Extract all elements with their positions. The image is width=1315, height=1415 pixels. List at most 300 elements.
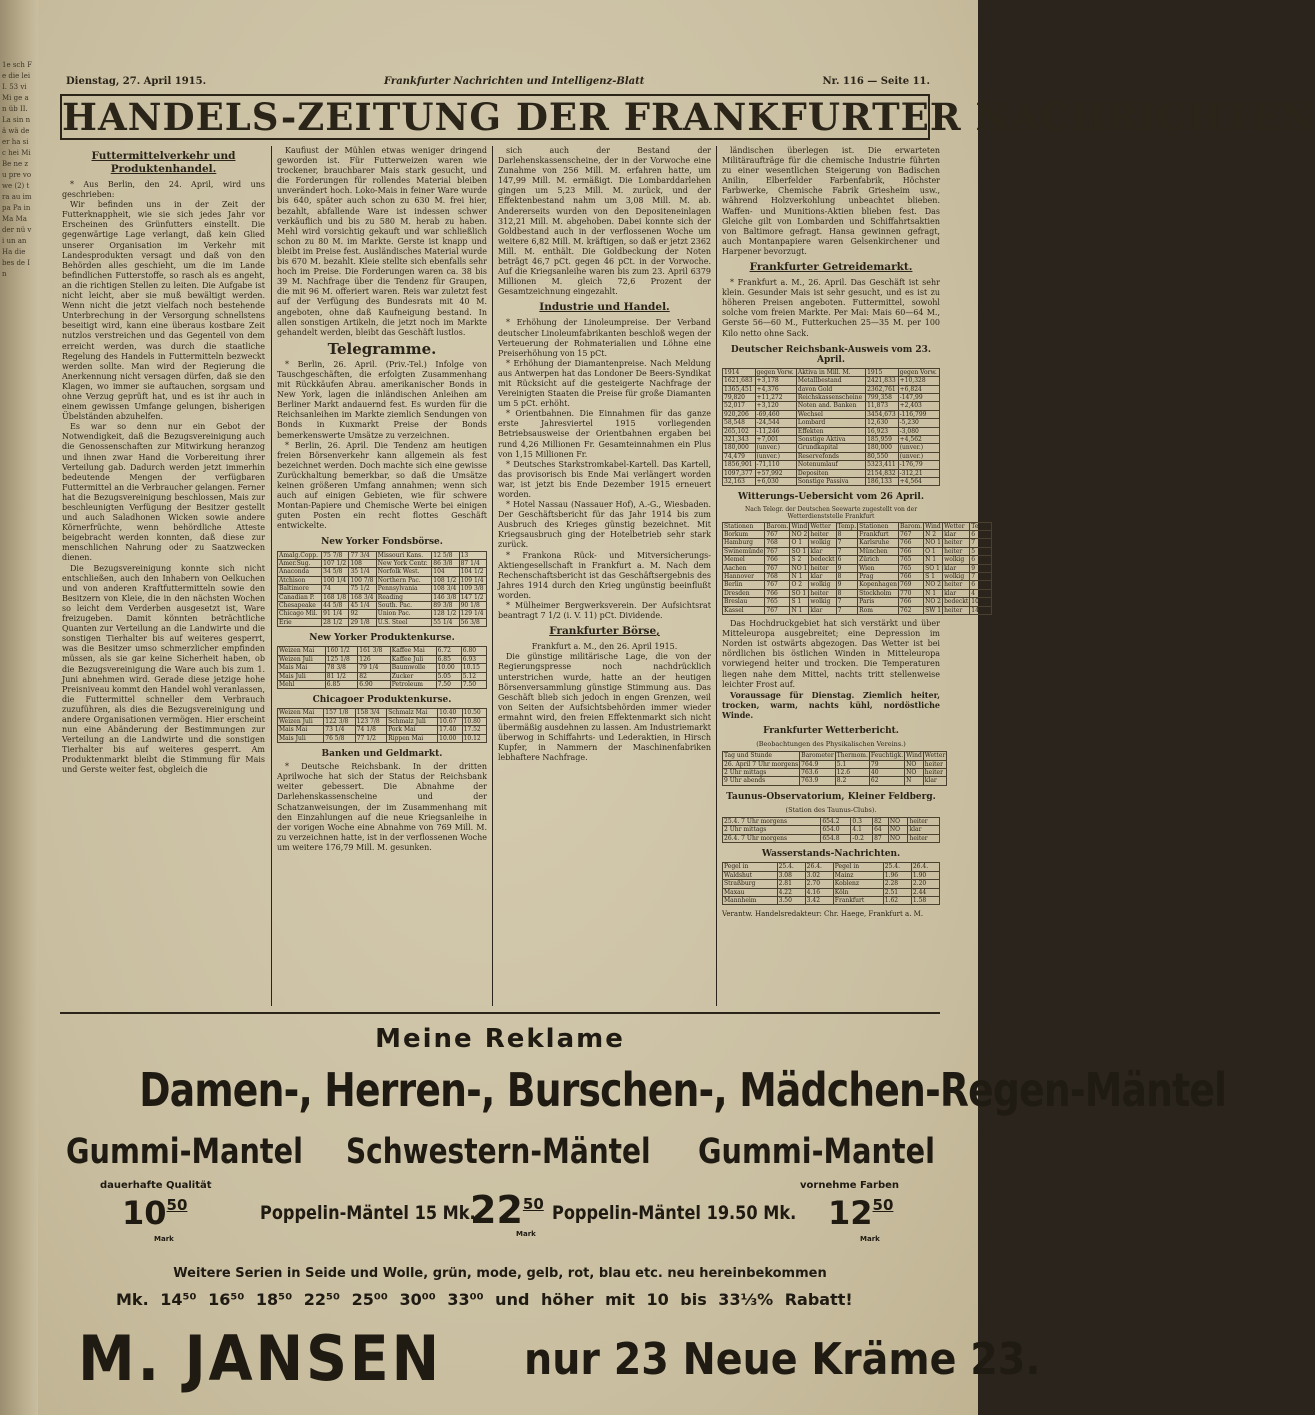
table-cell: Hannover xyxy=(723,573,765,581)
verantwortlich: Verantw. Handelsredakteur: Chr. Haege, Frankfurt a. M. xyxy=(722,910,924,919)
table-cell: Atchison xyxy=(278,576,322,584)
table-cell: 79 xyxy=(869,760,904,768)
table-cell: NO 2 xyxy=(925,598,941,606)
table-cell: NO xyxy=(888,826,908,834)
table-cell: klar xyxy=(908,826,940,834)
table-cell: 767 xyxy=(765,564,790,572)
table-cell: Noten and. Banken xyxy=(796,402,865,410)
table-cell: 321,343 xyxy=(723,436,756,444)
table-row xyxy=(278,551,487,559)
table-cell: 100 7/8 xyxy=(349,576,376,584)
table-cell: 10 xyxy=(970,598,992,606)
table-cell: +3,178 xyxy=(755,377,796,385)
table-cell: 767 xyxy=(899,530,924,538)
table-cell: wolkig xyxy=(809,581,836,589)
table-cell: 8.2 xyxy=(835,777,869,785)
table-cell: NO 1 xyxy=(925,539,941,547)
masthead: HANDELS-ZEITUNG DER FRANKFURTER NACHRICHTEN xyxy=(62,95,1315,139)
table-cell: Rom xyxy=(858,606,899,614)
table-cell: 25.4. 7 Uhr morgens xyxy=(723,817,821,825)
table-row xyxy=(723,777,947,785)
table-cell: 104 1/2 xyxy=(459,568,486,576)
table-cell: München xyxy=(858,547,899,555)
table-cell: 7 xyxy=(970,573,992,581)
table-cell: 1.62 xyxy=(883,896,911,904)
table-row xyxy=(723,368,940,376)
table-cell: Borkum xyxy=(723,530,765,538)
table-cell: -3,080 xyxy=(898,427,939,435)
table-cell: 17.40 xyxy=(438,726,462,734)
table-row xyxy=(723,589,992,597)
ad-firm-name: M. JANSEN xyxy=(78,1322,443,1395)
table-cell: 2154,832 xyxy=(866,469,899,477)
table-cell: 2.20 xyxy=(911,880,939,888)
table-cell: NO xyxy=(888,817,908,825)
wasserstand-table xyxy=(722,862,940,905)
table-cell: 6 xyxy=(836,556,858,564)
table-cell: SO 1 xyxy=(924,564,943,572)
table-cell: Mannheim xyxy=(723,896,778,904)
table-cell: 2.28 xyxy=(883,880,911,888)
section-title-banken: Banken und Geldmarkt. xyxy=(321,749,443,760)
table-cell: Stockholm xyxy=(858,589,899,597)
table-cell: 108 3/4 xyxy=(432,585,459,593)
table-cell: 75 1/2 xyxy=(349,585,376,593)
table-cell: 44 5/8 xyxy=(322,602,349,610)
table-cell: N 1 xyxy=(790,573,809,581)
table-row xyxy=(723,461,940,469)
table-row xyxy=(723,539,992,547)
article-title: Futtermittelverkehr und Produktenhandel. xyxy=(91,150,236,175)
table-cell: 28 1/2 xyxy=(322,618,349,626)
table-cell: 6 xyxy=(970,530,992,538)
table-cell: Reading xyxy=(376,593,432,601)
table-cell: Baltimore xyxy=(278,585,322,593)
table-cell: 109 1/4 xyxy=(459,576,486,584)
table-cell: 768 xyxy=(765,539,790,547)
table-cell: Rippen Mai xyxy=(387,734,438,742)
ad-left-price: $10^{50}$ xyxy=(122,1194,188,1232)
table-cell: 40 xyxy=(869,768,904,776)
table-cell: S 1 xyxy=(790,598,809,606)
table-cell: 10.00 xyxy=(436,664,461,672)
paragraph: * Deutsches Starkstromkabel-Kartell. Das Kartell, das provisorisch bis Ende Mai verlängert worden war, ist jetzt bis Ende Dezember 1915 erneuert worden. xyxy=(498,459,711,499)
table-cell: -71,110 xyxy=(755,461,796,469)
table-cell: 108 1/2 xyxy=(432,576,459,584)
witterung-table xyxy=(722,522,992,615)
table-row xyxy=(723,410,940,418)
table-cell: 1856,901 xyxy=(723,461,756,469)
table-cell: 654.2 xyxy=(821,817,851,825)
table-cell: NO xyxy=(905,760,924,768)
table-cell: Breslau xyxy=(723,598,765,606)
table-cell: (unver.) xyxy=(755,452,796,460)
table-cell: Wetter xyxy=(924,752,946,760)
table-cell: 82 xyxy=(358,672,390,680)
table-cell: Swinemünde xyxy=(724,547,764,555)
table-cell: 763.9 xyxy=(800,777,836,785)
table-cell: 2362,761 xyxy=(866,385,899,393)
table-row xyxy=(278,576,487,584)
table-title-ny-fonds: New Yorker Fondsbörse. xyxy=(321,537,443,548)
paragraph: * Berlin, 26. April. (Priv.-Tel.) Infolge von Tauschgeschäften, die erfolgten Zusammenhang mit Rückkäufen Abrau. amerikanischer Bonds in New York, lagen die inländischen Anleihen am Berliner Markt andauernd fest. Es wurden für die Reichsanleihen im Markte ziemlich Sendungen von Bonds in Kuxmarkt Preise der Bonds bemerkenswerte Umsätze zu verzeichnen. xyxy=(277,359,487,440)
table-cell: 12 5/8 xyxy=(432,551,459,559)
table-cell: Norfolk West. xyxy=(376,568,432,576)
table-cell: +3,120 xyxy=(755,402,796,410)
table-cell: Straßburg xyxy=(723,880,778,888)
table-cell: (unver.) xyxy=(755,444,796,452)
ad-popelin-15: Poppelin-Mäntel 15 Mk. xyxy=(260,1202,476,1224)
table-cell: Stationen xyxy=(858,522,899,530)
table-cell: 26. April 7 Uhr morgens xyxy=(724,760,799,768)
table-cell: 11,873 xyxy=(866,402,899,410)
column-rule xyxy=(271,146,272,1006)
table-cell: 9 xyxy=(836,581,858,589)
table-cell: 52,017 xyxy=(723,402,756,410)
ad-address: nur 23 Neue Kräme 23. xyxy=(524,1334,1041,1385)
table-cell: 766 xyxy=(765,556,790,564)
table-row xyxy=(723,436,940,444)
paragraph: Die günstige militärische Lage, die von der Regierungspresse noch nachdrücklich unterstrichen wurde, hatte an der heutigen Börsenversammlung günstige Stimmung aus. Das Geschäft blieb sich jedoch in engen Grenzen, weil von Seiten der Aufsichtsbehörden immer wieder ermahnt wird, den freien Effektenmarkt sich nicht übermäßig ausdehnen zu lassen. Am Industriemarkt überwog in Schiffahrts- und Lederaktien, in Hirsch Kupfer, in Nammern der Maschinenfabriken lebhaftere Nachfrage. xyxy=(498,652,711,763)
table-cell: 1.90 xyxy=(911,871,939,879)
table-cell: 25.4. xyxy=(883,863,911,871)
table-cell: NO xyxy=(888,834,908,842)
table-cell: S 1 xyxy=(924,573,943,581)
table-cell: 10.50 xyxy=(462,709,486,717)
table-row xyxy=(723,452,940,460)
table-cell: 5.1 xyxy=(835,760,869,768)
table-cell: 766 xyxy=(899,598,924,606)
table-cell: Zucker xyxy=(390,672,436,680)
ad-price-line: Mk. 14⁵⁰ 16⁵⁰ 18⁵⁰ 22⁵⁰ 25⁰⁰ 30⁰⁰ 33⁰⁰ und höher mit 10 bis 33⅓% Rabatt! xyxy=(116,1290,853,1309)
ny-fonds-table xyxy=(277,551,487,628)
table-cell: 766 xyxy=(899,573,924,581)
table-cell: Amalg.Copp. xyxy=(278,551,322,559)
column-telegramme xyxy=(277,146,487,1008)
table-cell: Feuchtigk. xyxy=(870,752,904,760)
table-cell: 104 xyxy=(432,568,459,576)
table-cell: New York Centr. xyxy=(376,559,432,567)
table-cell: 3.42 xyxy=(805,896,833,904)
table-cell: 12.6 xyxy=(835,768,869,776)
table-cell: 160 1/2 xyxy=(325,647,357,655)
table-cell: 767 xyxy=(765,581,790,589)
table-cell: Effekten xyxy=(796,427,865,435)
table-cell: Mais Juli xyxy=(278,734,324,742)
table-cell: 81 1/2 xyxy=(325,672,357,680)
ad-center-head: Schwestern-Mäntel xyxy=(346,1132,651,1172)
table-cell: 126 xyxy=(358,655,390,663)
table-cell: heiter xyxy=(943,581,970,589)
table-cell: 2.51 xyxy=(883,888,911,896)
table-cell: Petroleum xyxy=(390,680,436,688)
table-cell: Tag und Stunde xyxy=(723,752,800,760)
table-cell: 766 xyxy=(899,547,924,555)
table-cell: Sonstige Aktiva xyxy=(796,436,865,444)
table-cell: Weizen Mai xyxy=(278,709,324,717)
table-cell: 920,206 xyxy=(723,410,756,418)
table-cell: 5 xyxy=(970,547,992,555)
table-cell: Pegel in xyxy=(833,863,883,871)
paragraph: Kaufiust der Mühlen etwas weniger dringend geworden ist. Für Futterweizen waren wie trockener, brauchbarer Mais stark gesucht, und die Forderungen für rollendes Material bleiben unverändert hoch. Loko-Mais in feiner Ware wurde bis 640, später auch schon zu 630 M. frei hier, bezahlt, abfallende Ware ist indessen schwer verkäuflich und bis zu 580 M. herab zu haben. Mehl wird vorsichtig gekauft und war schließlich schon zu 80 M. im Markte. Gerste ist knapp und bleibt im Preise fest. Ausländisches Material wurde bis 670 M. bezahlt. Kleie stellte sich ebenfalls sehr hoch im Preise. Die Forderungen waren ca. 38 bis 39 M. Nachfrage über die Tendenz für Graupen, die mit 96 M. offeriert waren. Reis war zuletzt fest auf der Verfügung des Bundesrats mit 40 M. angeboten, ohne daß Kaufneigung bestand. In allen sonstigen Artikeln, die jetzt noch im Markte gehandelt werden, bleibt das Geschäft lustlos. xyxy=(277,146,487,337)
table-cell: O 1 xyxy=(790,539,809,547)
table-cell: 107 1/2 xyxy=(322,559,349,567)
table-cell: Köln xyxy=(833,888,883,896)
table-cell: Reservefonds xyxy=(796,452,865,460)
table-row xyxy=(723,394,940,402)
table-cell: heiter xyxy=(943,539,970,547)
table-cell: +4,562 xyxy=(898,436,939,444)
table-cell: SO 1 xyxy=(790,547,809,555)
table-cell: heiter xyxy=(809,564,836,572)
table-row xyxy=(278,734,487,742)
table-row xyxy=(278,568,487,576)
table-cell: N 1 xyxy=(924,589,943,597)
table-row xyxy=(723,377,940,385)
table-cell: Thermom. xyxy=(836,752,868,760)
table-row xyxy=(278,655,487,663)
table-cell: 762 xyxy=(899,606,924,614)
table-cell: 45 1/4 xyxy=(349,602,376,610)
table-cell: 158 3/4 xyxy=(355,709,386,717)
ad-left-unit: Mark xyxy=(154,1235,174,1243)
paragraph: * Aus Berlin, den 24. April, wird uns geschrieben: xyxy=(62,180,265,200)
table-cell: 14 xyxy=(970,606,992,614)
table-cell: 128 1/2 xyxy=(432,610,459,618)
table-cell: -312,21 xyxy=(898,469,939,477)
witterung-sub: Nach Telegr. der Deutschen Seewarte zugestellt von der Wetterdienststelle Frankfurt xyxy=(744,505,918,520)
table-cell: +11,272 xyxy=(755,394,796,402)
table-cell: 77 1/2 xyxy=(355,734,386,742)
table-row xyxy=(723,478,940,486)
table-cell: 654.0 xyxy=(821,826,851,834)
table-cell: Wien xyxy=(858,564,899,572)
table-cell: O 2 xyxy=(790,581,809,589)
table-cell: 25.4. xyxy=(777,863,805,871)
table-cell: Grundkapital xyxy=(796,444,865,452)
table-cell: Anaconda xyxy=(278,568,322,576)
ad-headline: Damen-, Herren-, Burschen-, Mädchen-Regen-Mäntel xyxy=(139,1063,1227,1117)
table-cell: Aktiva in Mill. M. xyxy=(796,368,865,376)
table-row xyxy=(278,709,487,717)
table-cell: 10.15 xyxy=(461,664,486,672)
table-cell: 87 xyxy=(873,834,889,842)
table-cell: heiter xyxy=(908,834,940,842)
table-cell: 76 5/8 xyxy=(324,734,355,742)
table-cell: 4.22 xyxy=(777,888,805,896)
table-cell: 89 3/8 xyxy=(432,602,459,610)
table-cell: 91 1/4 xyxy=(322,610,349,618)
ad-right-head: Gummi-Mantel xyxy=(698,1132,935,1172)
table-cell: Temp. xyxy=(971,522,990,530)
paragraph: * Erhöhung der Linoleumpreise. Der Verband deutscher Linoleumfabrikanten beschloß wegen der Verteuerung der Rohmaterialien und Löhne eine Preiserhöhung von 15 pCt. xyxy=(498,318,711,358)
column-rule xyxy=(716,146,717,1006)
table-cell: U.S. Steel xyxy=(376,618,432,626)
table-cell: gegen Vorw. xyxy=(898,368,939,376)
table-row xyxy=(723,444,940,452)
column-futtermittel xyxy=(62,146,265,1008)
ad-right-unit: Mark xyxy=(860,1235,880,1243)
table-row xyxy=(723,817,940,825)
table-title-frankfurt-wetter: Frankfurter Wetterbericht. xyxy=(763,725,899,736)
table-cell: +4,376 xyxy=(755,385,796,393)
table-cell: 3.08 xyxy=(777,871,805,879)
ad-top-rule xyxy=(60,1012,940,1014)
table-cell: Kaffee Mai xyxy=(390,647,436,655)
table-cell: klar xyxy=(809,573,836,581)
table-cell: Amer.Sug. xyxy=(278,559,322,567)
section-title-telegramme: Telegramme. xyxy=(327,339,437,358)
table-row xyxy=(278,593,487,601)
reichsbank-table xyxy=(722,368,940,487)
table-row xyxy=(723,522,992,530)
table-cell: 765 xyxy=(899,564,924,572)
table-cell: 766 xyxy=(765,589,790,597)
table-row xyxy=(723,606,992,614)
dateline xyxy=(66,76,930,94)
ad-left-head: Gummi-Mantel xyxy=(66,1132,303,1172)
table-cell: 1915 xyxy=(866,368,899,376)
table-cell: 123 7/8 xyxy=(355,717,386,725)
table-cell: Wechsel xyxy=(796,410,865,418)
paragraph: sich auch der Bestand der Darlehenskassenscheine, der in der Vorwoche eine Zunahme von 256 Mill. M. erfahren hatte, um 147,99 Mill. M. ermäßigt. Die Lombarddarlehen gingen um 5,23 Mill. M. zurück, und der Effektenbestand nahm um 3,08 Mill. M. ab. Andererseits wurden von den Depositeneinlagen 312,21 Mill. M. abgehoben. Dabei konnte sich der Goldbestand auch in der verflossenen Woche um weitere 6,82 Mill. M. kräftigen, so daß er jetzt 2362 Mill. M. enthält. Die Goldbeckung der Noten beträgt 46,7 pCt. gegen 46 pCt. in der Vorwoche. Auf die Kriegsanleihe waren bis zum 23. April 6379 Millionen M. gleich 72,6 Prozent der Gesamtzeichnung eingezahlt. xyxy=(498,146,711,297)
table-cell: (unver.) xyxy=(898,444,939,452)
table-cell: 6.72 xyxy=(436,647,461,655)
table-cell: 5.05 xyxy=(436,672,461,680)
frankfurt-wetter-table xyxy=(722,751,947,786)
table-cell: Wetter xyxy=(943,522,970,530)
table-cell: wolkig xyxy=(809,598,836,606)
table-cell: +10,328 xyxy=(898,377,939,385)
table-cell: 35 1/4 xyxy=(349,568,376,576)
table-cell: 73 1/4 xyxy=(324,726,355,734)
table-cell: 8 xyxy=(836,573,858,581)
paragraph: Das Hochdruckgebiet hat sich verstärkt und über Mitteleuropa ausgebreitet; eine Depression im Norden ist ostwärts abgezogen. Das Wetter ist bei nördlichen bis östlichen Winden in Mitteleuropa vorwiegend heiter und trocken. Die Temperaturen liegen nahe dem Mittel, nachts tritt stellenweise leichter Frost auf. xyxy=(722,619,940,689)
table-cell: -116,799 xyxy=(898,410,939,418)
table-cell: 766 xyxy=(899,539,924,547)
table-cell: O 1 xyxy=(924,547,943,555)
table-cell: -11,246 xyxy=(755,427,796,435)
paragraph: * Erhöhung der Diamantenpreise. Nach Meldung aus Antwerpen hat das Londoner De Beers-Syndikat mit Rücksicht auf die gesteigerte Nachfrage der Vereinigten Staaten die Preise für große Diamanten um 5 pCt. erhöht. xyxy=(498,358,711,409)
table-cell: N 2 xyxy=(924,530,943,538)
table-cell: 764.9 xyxy=(800,760,836,768)
table-cell: wolkig xyxy=(943,556,970,564)
table-cell: 1.96 xyxy=(883,871,911,879)
table-row xyxy=(723,863,940,871)
taunus-sub: (Station des Taunus-Clubs). xyxy=(785,805,877,814)
table-cell: 6.90 xyxy=(358,680,390,688)
table-cell: 64 xyxy=(873,826,889,834)
table-cell: 2.44 xyxy=(911,888,939,896)
table-cell: Northern Pac. xyxy=(376,576,432,584)
table-cell: Mais Juli xyxy=(278,672,326,680)
table-row xyxy=(723,871,940,879)
table-row xyxy=(723,581,992,589)
table-cell: Memel xyxy=(723,556,765,564)
table-row xyxy=(278,618,487,626)
vorhersage: Voraussage für Dienstag. Ziemlich heiter, trocken, warm, nachts kühl, nordöstliche Winde. xyxy=(722,689,940,720)
paragraph: Wir befinden uns in der Zeit der Futterknappheit, wie sie sich jedes Jahr vor Erscheinen des Grünfutters einstellt. Die gegenwärtige Lage verlangt, daß kein Glied unserer Organisation im Verkehr mit Landesprodukten versagt und daß von den Behörden alles geschieht, um die im Lande befindlichen Futterstoffe, so rasch als es angeht, an die richtigen Stellen zu leiten. Die Aufgabe ist nicht leicht, aber sie muß bewältigt werden. Wenn nicht die jetzt vielfach noch bestehende Unterbrechung in der Versorgung schnellstens beseitigt wird, kann eine überaus kostbare Zeit nutzlos verstreichen und das Gegenteil von dem erreicht werden, was durch die staatliche Regelung des Handels in Futtermitteln bezweckt werden sollte. Man wird der Regierung die Anerkennung nicht versagen dürfen, daß sie den Klagen, wo immer sie auftauchen, sorgsam und ohne Verzug geprüft hat, und es ist ihr auch in einem gewissen Umfange gelungen, bisherigen Übelständen abzuhelfen. xyxy=(62,200,265,422)
table-cell: Schmalz Mai xyxy=(387,709,438,717)
page-number: Nr. 116 — Seite 11. xyxy=(822,76,930,87)
table-cell: 6 xyxy=(970,556,992,564)
table-cell: 157 1/8 xyxy=(324,709,355,717)
table-cell: Weizen Juli xyxy=(278,717,324,725)
column-rule xyxy=(492,146,493,1006)
table-cell: Berlin xyxy=(723,581,765,589)
ad-right-price: $12^{50}$ xyxy=(828,1194,894,1232)
table-cell: Mais Mai xyxy=(278,664,326,672)
table-cell: heiter xyxy=(809,530,836,538)
issue-date: Dienstag, 27. April 1915. xyxy=(66,76,207,87)
table-cell: Union Pac. xyxy=(376,610,432,618)
table-row xyxy=(723,896,940,904)
table-cell: SO 1 xyxy=(790,589,809,597)
table-cell: -176,79 xyxy=(898,461,939,469)
table-cell: 125 1/8 xyxy=(325,655,357,663)
table-cell: 180,000 xyxy=(723,444,756,452)
table-cell: -147,99 xyxy=(898,394,939,402)
table-cell: 7.50 xyxy=(436,680,461,688)
table-row xyxy=(723,469,940,477)
table-cell: Kopenhagen xyxy=(859,581,897,589)
table-cell: 109 3/8 xyxy=(459,585,486,593)
table-cell: 122 3/8 xyxy=(324,717,355,725)
table-cell: 2.81 xyxy=(777,880,805,888)
section-title-boerse: Frankfurter Börse, xyxy=(549,625,660,638)
table-row xyxy=(723,752,947,760)
ad-series-line: Weitere Serien in Seide und Wolle, grün, mode, gelb, rot, blau etc. neu hereinbekommen xyxy=(173,1266,827,1281)
table-row xyxy=(723,880,940,888)
table-cell: 1097,377 xyxy=(723,469,756,477)
column-industrie xyxy=(498,146,711,1008)
table-row xyxy=(723,826,940,834)
table-cell: 74,479 xyxy=(723,452,756,460)
paragraph: ländischen überlegen ist. Die erwarteten Militäraufträge für die chemische Industrie führten zu einer wesentlichen Steigerung von Badischen Anilin, Elberfelder Farbenfabrik, Höchster Farbwerke, Chemische Fabrik Griesheim usw., während Holzverkohlung unbeachtet blieben. Waffen- und Munitions-Aktien blieben fest. Das Gleiche gilt von Lombarden und Schiffahrtsaktien von Baltimore gefragt. Hansa gewinnen gefragt, auch Montanpapiere waren Gelsenkirchener und Harpener bevorzugt. xyxy=(722,146,940,256)
table-cell: 4 xyxy=(970,589,992,597)
table-cell: 1621,683 xyxy=(723,377,756,385)
table-cell: Frankfurt xyxy=(858,530,899,538)
table-cell: 82 xyxy=(873,817,889,825)
table-cell: Lombard xyxy=(796,419,865,427)
table-row xyxy=(723,530,992,538)
ad-popelin-1950: Poppelin-Mäntel 19.50 Mk. xyxy=(552,1202,797,1224)
table-cell: Karlsruhe xyxy=(858,539,899,547)
table-row xyxy=(723,760,947,768)
table-cell: heiter xyxy=(809,589,836,597)
table-cell: 5323,411 xyxy=(866,461,899,469)
table-cell: Temp. xyxy=(837,522,857,530)
table-cell: 74 1/8 xyxy=(355,726,386,734)
table-cell: Depositen xyxy=(796,469,865,477)
table-cell: Kaffee Juli xyxy=(390,655,436,663)
table-cell: 10.80 xyxy=(462,717,486,725)
table-row xyxy=(723,834,940,842)
table-cell: +2,403 xyxy=(898,402,939,410)
ad-center-price: $22^{50}$ xyxy=(470,1188,544,1232)
table-cell: 5.12 xyxy=(461,672,486,680)
table-cell: Schmalz Juli xyxy=(387,717,438,725)
paragraph: Die Bezugsvereinigung konnte sich nicht entschließen, auch den Inhabern von Oelkuchen und von anderen Kraftfuttermitteln sowie den Besitzern von Kleie, die in den nächsten Wochen so leicht dem Verderben ausgesetzt ist, Ware freizugeben. Damit könnten beträchtliche Quanten zur Verteilung an die Landwirte und die sonstigen Tierhalter bis auf weiteres gesperrt, was die Besitzer umso schmerzlicher empfinden müssen, als sie gar keine Sicherheit haben, ob die Bezugsvereinigung die Ware auch bis zum 1. Juni abnehmen wird. Gerade diese jetzige hohe Preisniveau kommt den Handel wohl veranlassen, die Futtermittel schneller dem Verbrauch zuzuführen, als dies die Bezugsvereinigung und andere Organisationen vermögen. Hier erscheint nun eine Abänderung der Bestimmungen zur Verteilung an die Landwirte und die sonstigen Tierhalter bis auf weiteres gesperrt. Am Produktenmarkt bleibt die Stimmung für Mais und Gerste weiter fest, obgleich die xyxy=(62,563,265,775)
table-cell: Chicago Mil. xyxy=(278,610,322,618)
table-cell: 79,820 xyxy=(723,394,756,402)
table-cell: 1914 xyxy=(723,368,756,376)
table-cell: 10.67 xyxy=(438,717,462,725)
table-cell: 765 xyxy=(765,598,790,606)
table-cell: Baumwolle xyxy=(390,664,436,672)
table-row xyxy=(723,768,947,776)
table-cell: Barom. xyxy=(900,522,923,530)
